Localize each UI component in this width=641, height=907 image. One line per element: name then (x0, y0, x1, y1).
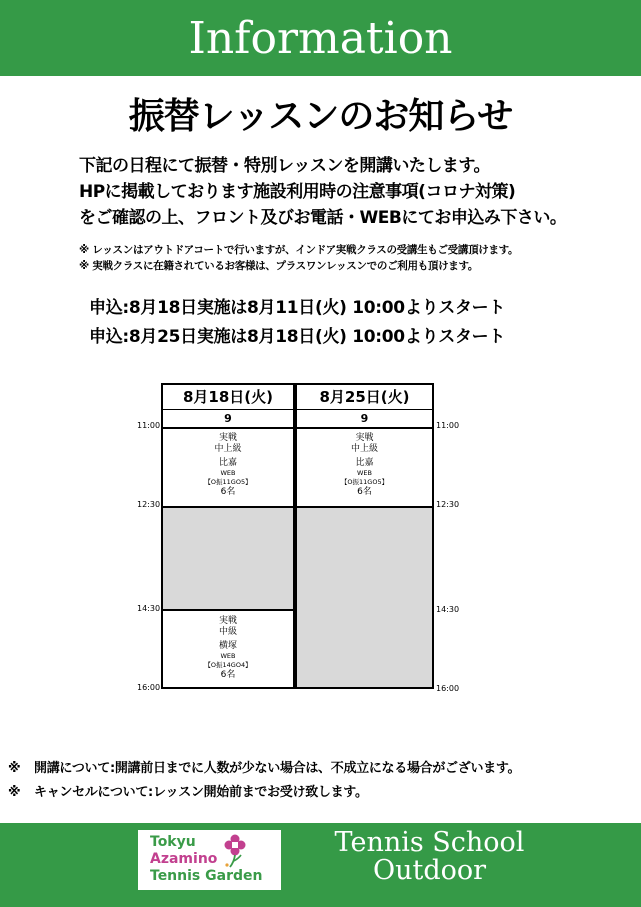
time-label-right: 14:30 (436, 605, 460, 614)
intro-line: をご確認の上、フロント及びお電話・WEBにてお申込み下さい。 (79, 208, 567, 228)
schedule-column (161, 383, 295, 689)
lesson-slot (297, 428, 432, 508)
tennis-garden-logo (138, 830, 281, 890)
court-number: 9 (163, 410, 293, 429)
intro-line: 下記の日程にて振替・特別レッスンを開講いたします。 (79, 156, 490, 176)
lesson-type: 実戦 (218, 616, 237, 626)
application-line: 申込:8月25日実施は8月18日(火) 10:00よりスタート (89, 327, 506, 347)
schedule-table (161, 383, 434, 689)
lesson-level: 中上級 (214, 444, 242, 454)
note-mark: ※ (8, 761, 21, 776)
lesson-code: 【O振14GO4】 (204, 661, 252, 669)
header-title: Information (188, 13, 453, 64)
column-date: 8月18日(火) (163, 385, 293, 410)
capacity: 6名 (220, 487, 236, 497)
lesson-type: 実戦 (355, 433, 374, 443)
booking-method: WEB (220, 652, 236, 660)
footer-title-line: Tennis School (334, 827, 525, 858)
time-label-left: 14:30 (137, 604, 161, 613)
application-line: 申込:8月18日実施は8月11日(火) 10:00よりスタート (89, 298, 506, 318)
note-text: キャンセルについて:レッスン開始前までお受け致します。 (34, 785, 368, 800)
lesson-type: 実戦 (218, 433, 237, 443)
footer-title-line: Outdoor (372, 855, 487, 886)
empty-slot (163, 508, 293, 611)
note-text: 開講について:開講前日までに人数が少ない場合は、不成立になる場合がございます。 (34, 761, 521, 776)
logo-line: Tokyu (150, 834, 196, 850)
time-label-right: 12:30 (436, 500, 460, 509)
time-label-left: 16:00 (137, 683, 161, 692)
footer-banner (0, 823, 641, 907)
schedule-column (295, 383, 434, 689)
capacity: 6名 (357, 487, 372, 497)
page-title: 振替レッスンのお知らせ (128, 96, 513, 137)
lesson-code: 【O振11GO5】 (204, 478, 252, 486)
coach-name: 比嘉 (355, 458, 374, 468)
footer-notes (8, 757, 520, 805)
footer-note (8, 781, 520, 805)
application-info (89, 294, 505, 352)
empty-slot (297, 508, 432, 687)
flower-icon (222, 834, 248, 870)
lesson-level: 中上級 (350, 444, 378, 454)
capacity: 6名 (220, 670, 236, 680)
court-number: 9 (297, 410, 432, 429)
logo-line: Tennis Garden (150, 868, 263, 884)
lesson-slot (163, 611, 293, 687)
intro-text (79, 153, 566, 231)
lesson-code: 【O振11GO5】 (340, 478, 389, 486)
coach-name: 比嘉 (218, 458, 237, 468)
note-mark: ※ (8, 785, 21, 800)
notes (79, 242, 518, 274)
note-line: ※ レッスンはアウトドアコートで行いますが、インドア実戦クラスの受講生もご受講頂けます。 (79, 244, 519, 256)
time-label-right: 16:00 (436, 684, 460, 693)
booking-method: WEB (357, 469, 372, 477)
booking-method: WEB (220, 469, 236, 477)
note-line: ※ 実戦クラスに在籍されているお客様は、プラスワンレッスンでのご利用も頂けます。 (79, 260, 479, 272)
time-label-right: 11:00 (436, 421, 460, 430)
intro-line: HPに掲載しております施設利用時の注意事項(コロナ対策) (79, 182, 516, 202)
footer-note (8, 757, 520, 781)
footer-title (322, 829, 537, 885)
time-label-left: 11:00 (137, 421, 161, 430)
lesson-level: 中級 (218, 627, 237, 637)
column-date: 8月25日(火) (297, 385, 432, 410)
coach-name: 横塚 (218, 641, 237, 651)
header-banner (0, 0, 641, 76)
lesson-slot (163, 428, 293, 508)
logo-line: Azamino (150, 851, 218, 867)
time-label-left: 12:30 (137, 500, 161, 509)
